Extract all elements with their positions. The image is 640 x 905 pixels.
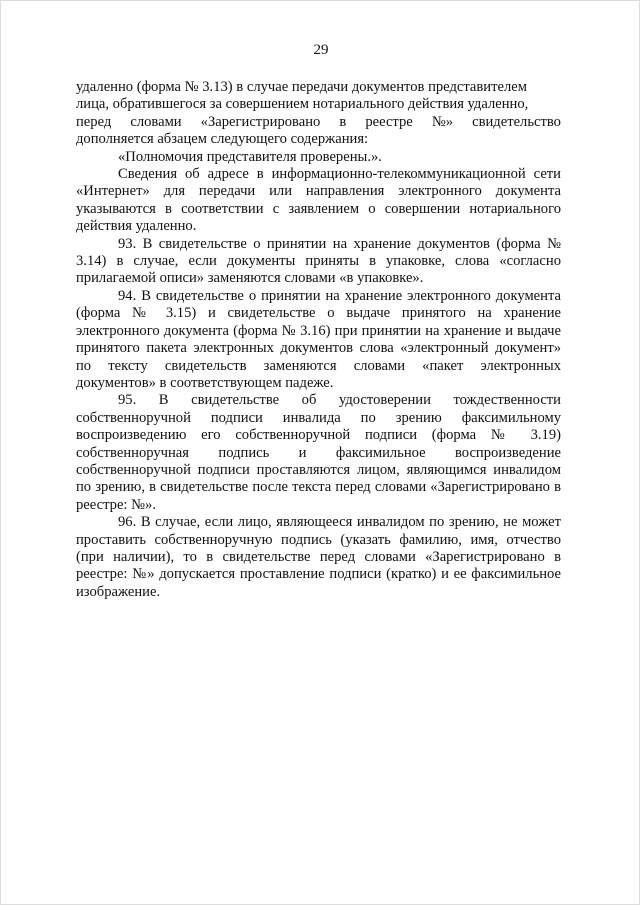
paragraph-93: 93. В свидетельстве о принятии на хранение документов (форма № 3.14) в случае, если документы приняты в упаковке, слова «согласно прилагаемой описи» заменяются словами «в упаковке». — [76, 235, 561, 287]
document-body — [76, 79, 561, 601]
word: перед — [76, 113, 112, 130]
paragraph-94: 94. В свидетельстве о принятии на хранение электронного документа (форма № 3.15) и свидетельстве о выдаче принятого на хранение электронного документа (форма № 3.16) при принятии на хранение и выдаче принятого пакета электронных документов слова «электронный документ» по тексту свидетельств заменяются словами «пакет электронных документов» в соответствующем падеже. — [76, 287, 561, 391]
paragraph-continuation-line-1: удаленно (форма № 3.13) в случае передачи документов представителем — [76, 79, 527, 95]
word: в — [339, 113, 347, 130]
word: словами — [130, 113, 182, 130]
word: №» — [431, 113, 454, 130]
paragraph-internet-address: Сведения об адресе в информационно-телекоммуникационной сети «Интернет» для передачи или направления электронного документа указываются в соответствии с заявлением о совершении нотариального действия удаленно. — [76, 166, 561, 235]
paragraph-95: 95. В свидетельстве об удостоверении тождественности собственноручной подписи инвалида по зрению факсимильному воспроизведению его собственноручной подписи (форма № 3.19) собственноручная подпись и факсимильное воспроизведение собственноручной подписи проставляются лицом, являющимся инвалидом по зрению, в свидетельстве после текста перед словами «Зарегистрировано в реестре: №». — [76, 392, 561, 513]
word: свидетельство — [472, 113, 561, 130]
paragraph-96: 96. В случае, если лицо, являющееся инвалидом по зрению, не может проставить собственноручную подпись (указать фамилию, имя, отчество (при наличии), то в свидетельстве перед словами «Зарегистрировано в реестре: №» допускается проставление подписи (кратко) и ее факсимильное изображение. — [76, 514, 561, 600]
paragraph-quote-authority: «Полномочия представителя проверены.». — [118, 148, 382, 165]
paragraph-continuation-line-3 — [76, 114, 561, 131]
paragraph-continuation-line-4: дополняется абзацем следующего содержания: — [76, 131, 369, 148]
word: реестре — [365, 113, 413, 130]
page-number: 29 — [313, 42, 329, 58]
paragraph-continuation-line-2: лица, обратившегося за совершением нотариального действия удаленно, — [76, 96, 529, 113]
word: «Зарегистрировано — [200, 113, 321, 130]
